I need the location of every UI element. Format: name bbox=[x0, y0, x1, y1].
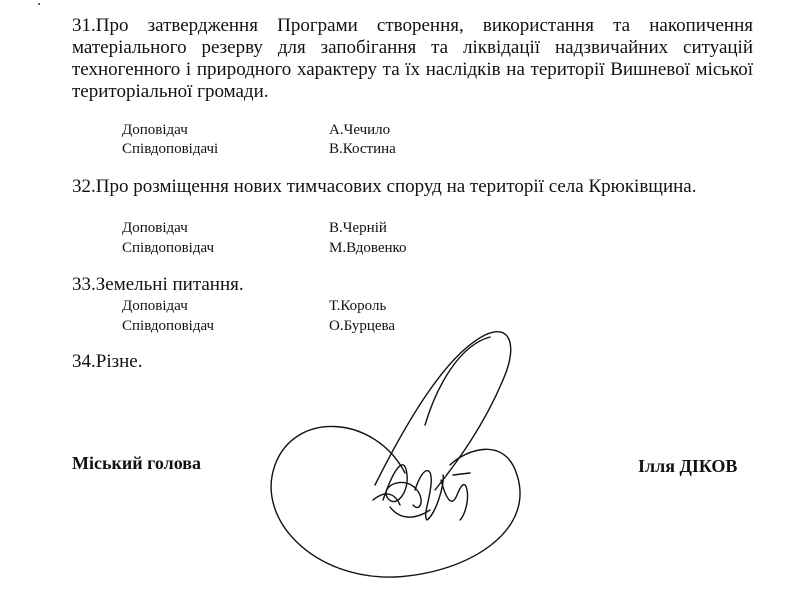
co-speaker-name: В.Костина bbox=[329, 141, 396, 157]
co-speaker-name: М.Вдовенко bbox=[329, 240, 407, 256]
speaker-name: Т.Король bbox=[329, 298, 387, 314]
speaker-name: А.Чечило bbox=[329, 122, 391, 138]
speaker-row bbox=[122, 297, 522, 315]
speaker-row bbox=[122, 121, 522, 139]
speaker-role: Доповідач bbox=[122, 298, 188, 314]
agenda-item-title: 32.Про розміщення нових тимчасових споруд на території села Крюківщина. bbox=[72, 176, 697, 197]
signer-position: Міський голова bbox=[72, 453, 201, 473]
speaker-row bbox=[122, 140, 522, 158]
agenda-item-title: 34.Різне. bbox=[72, 351, 143, 372]
agenda-item-title: 33.Земельні питання. bbox=[72, 274, 244, 295]
co-speaker-role: Співдоповідач bbox=[122, 240, 215, 256]
signer-name: Ілля ДІКОВ bbox=[638, 456, 738, 476]
co-speaker-name: О.Бурцева bbox=[329, 318, 396, 334]
speaker-role: Доповідач bbox=[122, 220, 188, 236]
speaker-name: В.Черній bbox=[329, 220, 387, 236]
scan-speck bbox=[38, 3, 40, 5]
agenda-item-title: 31.Про затвердження Програми створення, використання та накопичення матеріального резерву для запобігання та ліквідації надзвичайних ситуацій техногенного і природного характеру та їх наслідків на території Вишневої міської територіальної громади. bbox=[72, 15, 753, 102]
speaker-row bbox=[122, 239, 522, 257]
handwritten-signature bbox=[255, 315, 545, 595]
speaker-row bbox=[122, 219, 522, 237]
speaker-role: Доповідач bbox=[122, 122, 188, 138]
co-speaker-role: Співдоповідачі bbox=[122, 141, 219, 157]
co-speaker-role: Співдоповідач bbox=[122, 318, 215, 334]
